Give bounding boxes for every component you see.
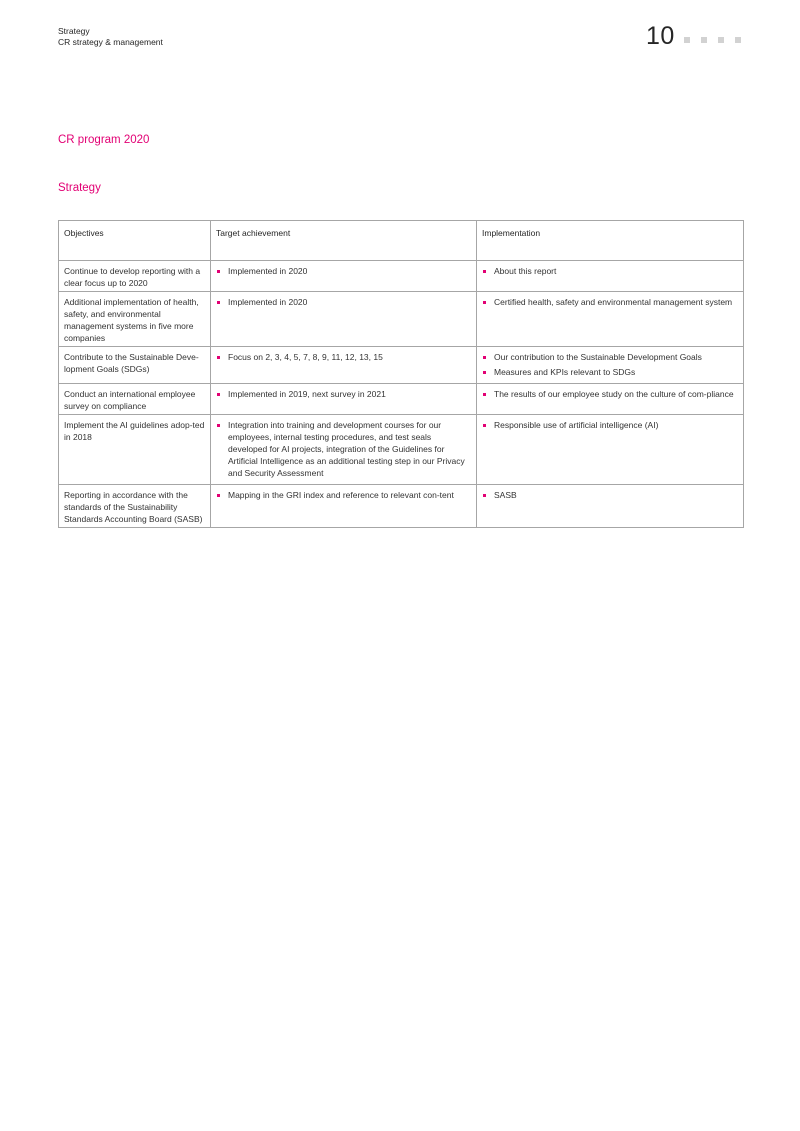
cr-program-table — [58, 220, 744, 528]
column-header-implementation: Implementation — [477, 221, 744, 261]
target-cell — [211, 485, 477, 528]
table-row — [59, 485, 744, 528]
running-header — [58, 26, 163, 48]
target-item: Mapping in the GRI index and reference to relevant con-tent — [216, 489, 471, 501]
implementation-cell — [477, 347, 744, 384]
nav-dot[interactable] — [718, 37, 724, 43]
table-row — [59, 261, 744, 292]
objective-cell: Reporting in accordance with the standards of the Sustainability Standards Accounting Board (SASB) — [59, 485, 211, 528]
header-section: Strategy — [58, 26, 90, 36]
target-item: Integration into training and development courses for our employees, internal testing procedures, and test seals developed for AI projects, integration of the Guidelines for Artificial Intelligence as an additional testing step in our Privacy and Security Assessment — [216, 419, 471, 479]
implementation-link[interactable]: The results of our employee study on the culture of com-pliance — [482, 388, 738, 400]
implementation-cell — [477, 261, 744, 292]
objective-cell: Continue to develop reporting with a clear focus up to 2020 — [59, 261, 211, 292]
nav-dot[interactable] — [735, 37, 741, 43]
implementation-link[interactable]: SASB — [482, 489, 738, 501]
section-title: Strategy — [58, 182, 101, 194]
target-item: Implemented in 2020 — [216, 265, 471, 277]
implementation-cell — [477, 485, 744, 528]
target-cell — [211, 384, 477, 415]
target-cell — [211, 415, 477, 485]
column-header-objectives: Objectives — [59, 221, 211, 261]
table-row — [59, 347, 744, 384]
target-item: Implemented in 2019, next survey in 2021 — [216, 388, 471, 400]
target-cell — [211, 347, 477, 384]
implementation-cell — [477, 415, 744, 485]
implementation-link[interactable]: Our contribution to the Sustainable Development Goals — [482, 351, 738, 363]
page-number: 10 — [646, 22, 675, 50]
table-row — [59, 415, 744, 485]
implementation-link[interactable]: Responsible use of artificial intelligence (AI) — [482, 419, 738, 431]
implementation-link[interactable]: Measures and KPIs relevant to SDGs — [482, 366, 738, 378]
table-header-row — [59, 221, 744, 261]
implementation-cell — [477, 292, 744, 347]
nav-dot[interactable] — [701, 37, 707, 43]
page-nav-dots[interactable] — [684, 37, 741, 43]
program-title: CR program 2020 — [58, 134, 150, 146]
objective-cell: Implement the AI guidelines adop-ted in 2018 — [59, 415, 211, 485]
objective-cell: Additional implementation of health, safety, and environmental management systems in five more companies — [59, 292, 211, 347]
nav-dot[interactable] — [684, 37, 690, 43]
target-cell — [211, 292, 477, 347]
target-item: Implemented in 2020 — [216, 296, 471, 308]
target-item: Focus on 2, 3, 4, 5, 7, 8, 9, 11, 12, 13, 15 — [216, 351, 471, 363]
column-header-target: Target achievement — [211, 221, 477, 261]
implementation-link[interactable]: Certified health, safety and environmental management system — [482, 296, 738, 308]
implementation-cell — [477, 384, 744, 415]
objective-cell: Contribute to the Sustainable Deve-lopment Goals (SDGs) — [59, 347, 211, 384]
target-cell — [211, 261, 477, 292]
implementation-link[interactable]: About this report — [482, 265, 738, 277]
table-row — [59, 384, 744, 415]
header-subsection: CR strategy & management — [58, 37, 163, 47]
objective-cell: Conduct an international employee survey on compliance — [59, 384, 211, 415]
table-row — [59, 292, 744, 347]
